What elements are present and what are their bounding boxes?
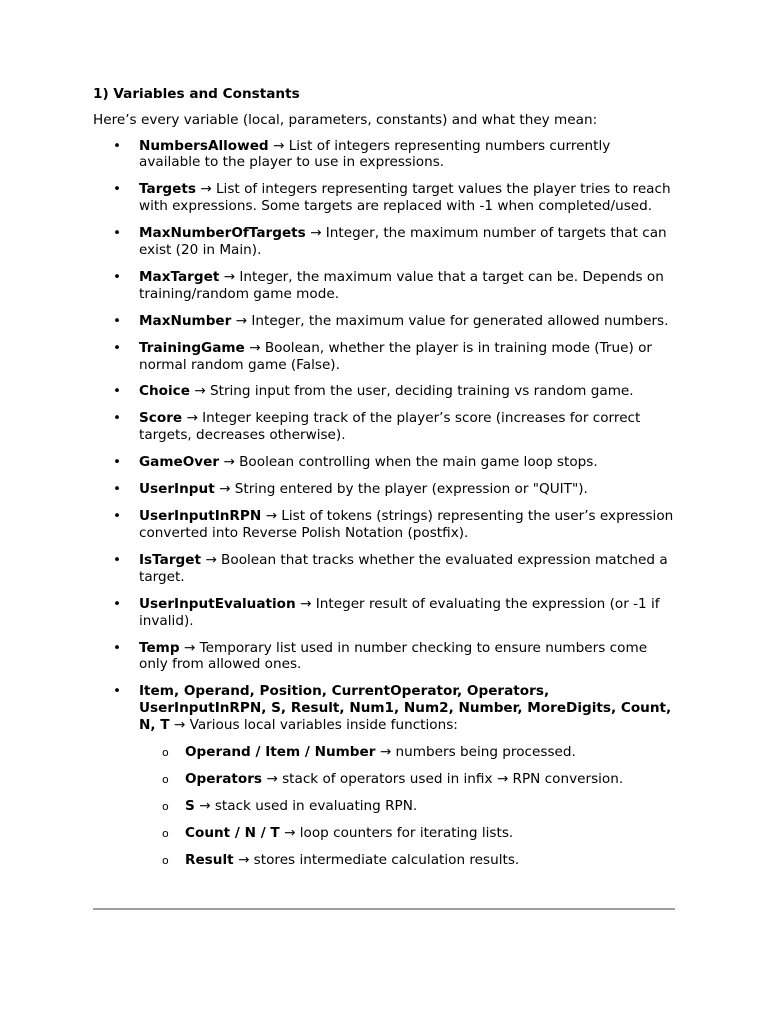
variable-description: Integer keeping track of the player’s score (increases for correct targets, decreases otherwise). bbox=[139, 410, 641, 444]
variable-description: String input from the user, deciding training vs random game. bbox=[209, 383, 634, 400]
variable-item bbox=[93, 269, 675, 303]
arrow: → bbox=[272, 137, 285, 154]
arrow: → bbox=[205, 552, 217, 568]
sublist-term: Operators bbox=[185, 770, 263, 787]
local-variables-item bbox=[93, 683, 675, 869]
sublist-item bbox=[139, 798, 675, 815]
arrow: → bbox=[183, 639, 196, 656]
variable-term: MaxNumber bbox=[139, 312, 232, 329]
intro-paragraph: Here’s every variable (local, parameters, constants) and what they mean: bbox=[93, 111, 598, 128]
arrow: → bbox=[265, 508, 277, 525]
local-variables-description: Various local variables inside functions: bbox=[189, 716, 458, 733]
variable-description: List of integers representing target values the player tries to reach with expressions. Some targets are replaced with -1 when completed/used. bbox=[139, 181, 671, 215]
variable-item bbox=[93, 410, 675, 444]
variable-item bbox=[93, 340, 675, 374]
variable-term: UserInputEvaluation bbox=[139, 595, 296, 612]
variables-list bbox=[93, 138, 675, 870]
variable-description: Integer, the maximum value that a target can be. Depends on training/random game mode. bbox=[139, 268, 664, 302]
arrow: → bbox=[223, 268, 236, 285]
variable-description: String entered by the player (expression or "QUIT"). bbox=[234, 481, 588, 498]
arrow: → bbox=[300, 595, 312, 612]
variable-term: Targets bbox=[139, 181, 196, 198]
section-heading: 1) Variables and Constants bbox=[93, 86, 300, 102]
sublist-term: S bbox=[185, 798, 195, 815]
arrow: → bbox=[249, 339, 261, 356]
sublist-item bbox=[139, 771, 675, 788]
variable-item bbox=[93, 383, 675, 400]
arrow: → bbox=[310, 225, 322, 242]
sublist-item bbox=[139, 852, 675, 869]
sublist-item bbox=[139, 744, 675, 761]
arrow: → bbox=[379, 743, 392, 760]
variable-description: Integer, the maximum number of targets that can exist (20 in Main). bbox=[139, 225, 667, 258]
variable-description: List of tokens (strings) representing the user’s expression converted into Reverse Polish Notation (postfix). bbox=[139, 508, 674, 542]
variable-term: GameOver bbox=[139, 454, 220, 471]
variable-term: MaxTarget bbox=[139, 268, 220, 285]
variable-term: Temp bbox=[139, 639, 180, 656]
arrow: → bbox=[200, 181, 212, 198]
variable-description: Integer, the maximum value for generated allowed numbers. bbox=[251, 312, 669, 329]
variable-description: Temporary list used in number checking to ensure numbers come only from allowed ones. bbox=[139, 639, 648, 673]
variable-term: TrainingGame bbox=[139, 339, 245, 356]
sublist-description: numbers being processed. bbox=[395, 743, 576, 760]
variable-item bbox=[93, 225, 675, 259]
variable-description: Integer result of evaluating the expression (or -1 if invalid). bbox=[139, 595, 660, 629]
variable-description: Boolean that tracks whether the evaluated expression matched a target. bbox=[139, 552, 668, 585]
variable-term: Choice bbox=[139, 383, 190, 400]
sublist-description: loop counters for iterating lists. bbox=[299, 825, 514, 842]
variable-item bbox=[93, 640, 675, 674]
arrow: → bbox=[284, 825, 296, 842]
variable-item bbox=[93, 481, 675, 498]
arrow: → bbox=[186, 410, 198, 427]
variable-item bbox=[93, 508, 675, 542]
sublist-term: Operand / Item / Number bbox=[185, 743, 376, 760]
sublist-term: Count / N / T bbox=[185, 825, 280, 842]
arrow: → bbox=[266, 770, 278, 787]
local-variables-term: Item, Operand, Position, CurrentOperator, Operators, UserInputInRPN, S, Result, Num1, Num2, Number, MoreDigits, Count, N, T bbox=[139, 683, 672, 733]
arrow: → bbox=[223, 454, 235, 471]
arrow: → bbox=[237, 852, 250, 869]
variable-description: List of integers representing numbers currently available to the player to use in expressions. bbox=[139, 137, 611, 171]
document-page bbox=[93, 86, 675, 880]
sublist-term: Result bbox=[185, 852, 234, 869]
local-variables-sublist bbox=[139, 744, 675, 870]
horizontal-rule bbox=[93, 908, 675, 910]
arrow: → bbox=[194, 383, 206, 400]
variable-term: UserInput bbox=[139, 481, 215, 498]
variable-term: MaxNumberOfTargets bbox=[139, 225, 306, 242]
variable-item bbox=[93, 138, 675, 172]
variable-item bbox=[93, 313, 675, 330]
variable-description: Boolean, whether the player is in training mode (True) or normal random game (False). bbox=[139, 339, 652, 373]
sublist-description: stack of operators used in infix → RPN conversion. bbox=[282, 770, 624, 787]
variable-item bbox=[93, 596, 675, 630]
variable-term: NumbersAllowed bbox=[139, 137, 269, 154]
sublist-description: stack used in evaluating RPN. bbox=[214, 798, 418, 815]
sublist-description: stores intermediate calculation results. bbox=[253, 852, 520, 869]
variable-item bbox=[93, 454, 675, 471]
variable-term: Score bbox=[139, 410, 183, 427]
arrow: → bbox=[199, 798, 211, 815]
arrow: → bbox=[173, 716, 186, 733]
variable-item bbox=[93, 181, 675, 215]
variable-item bbox=[93, 552, 675, 586]
variable-term: UserInputInRPN bbox=[139, 508, 262, 525]
arrow: → bbox=[219, 481, 231, 498]
arrow: → bbox=[235, 312, 248, 329]
variable-term: IsTarget bbox=[139, 552, 201, 568]
sublist-item bbox=[139, 825, 675, 842]
variable-description: Boolean controlling when the main game loop stops. bbox=[239, 454, 598, 471]
